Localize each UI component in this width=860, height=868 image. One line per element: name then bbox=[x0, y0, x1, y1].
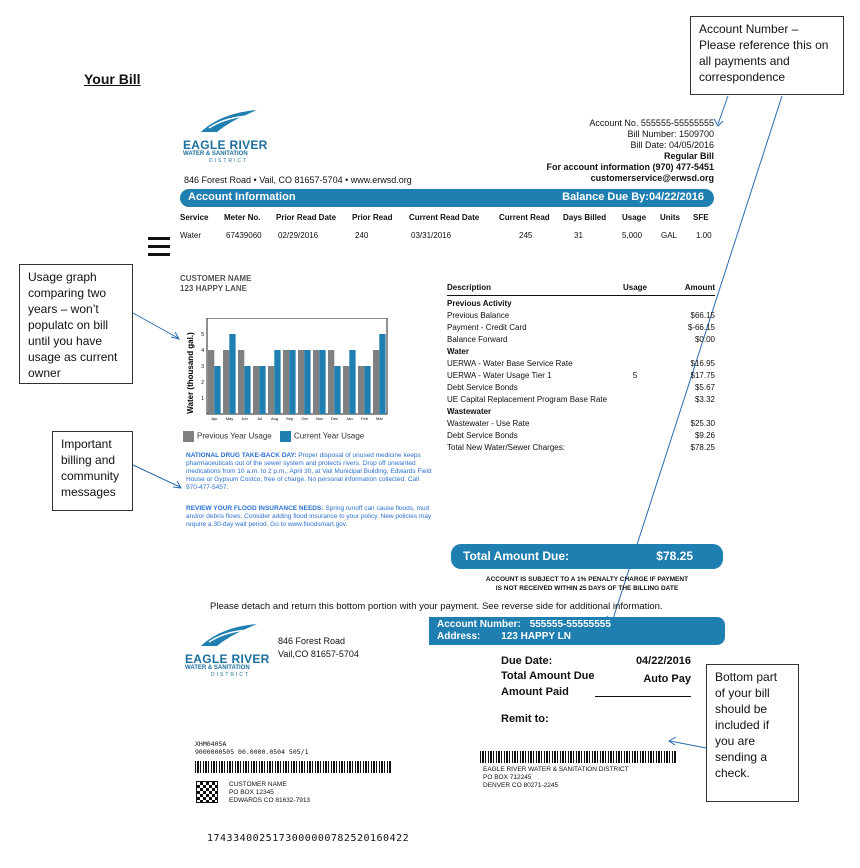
mail-city: EDWARDS CO 81632-7913 bbox=[229, 797, 311, 804]
callout-bottom-part: Bottom part of your bill should be included if you are sending a check. bbox=[706, 664, 799, 802]
charges-col-usage: Usage bbox=[622, 283, 647, 292]
page-title: Your Bill bbox=[84, 71, 141, 87]
bar-previous-mar bbox=[373, 350, 379, 414]
email: customerservice@erwsd.org bbox=[590, 173, 714, 183]
remit-name: EAGLE RIVER WATER & SANITATION DISTRICT bbox=[483, 766, 629, 773]
stub-amount-due-label: Total Amount Due bbox=[501, 670, 595, 682]
qr-code bbox=[196, 781, 218, 803]
ocr-scanline: 1743340025173000000782520160422 bbox=[207, 833, 410, 844]
detach-instruction: Please detach and return this bottom portion with your payment. See reverse side for additional information. bbox=[210, 601, 663, 612]
postal-barcode-right bbox=[480, 751, 676, 763]
charge-amount: $3.32 bbox=[694, 395, 715, 404]
charge-desc: UERWA - Water Base Service Rate bbox=[447, 359, 573, 368]
stub-address-1: 846 Forest Road bbox=[278, 636, 346, 646]
charges-col-desc: Description bbox=[447, 283, 492, 292]
stub-code-1: XHM0405A bbox=[195, 740, 227, 748]
x-tick-label: Dec bbox=[330, 416, 339, 421]
total-due-bar bbox=[451, 544, 723, 569]
bar-current-sep bbox=[289, 350, 295, 414]
bar-current-oct bbox=[304, 350, 310, 414]
account-info-label: Account Information bbox=[188, 191, 296, 203]
logo-subtitle: WATER & SANITATION bbox=[183, 151, 248, 157]
charge-usage bbox=[615, 322, 655, 334]
charge-amount: $78.25 bbox=[690, 443, 715, 452]
charge-row bbox=[447, 334, 715, 346]
charge-amount bbox=[655, 346, 715, 358]
bar-current-nov bbox=[319, 350, 325, 414]
charges-col-amount: Amount bbox=[684, 283, 715, 292]
x-tick-label: Aug bbox=[270, 416, 279, 421]
charge-usage bbox=[615, 310, 655, 322]
charge-desc: Payment - Credit Card bbox=[447, 323, 527, 332]
eagle-wing-icon bbox=[199, 108, 259, 134]
stub-account-label: Account Number: bbox=[437, 619, 521, 630]
col-units: Units bbox=[660, 213, 680, 222]
col-service: Service bbox=[180, 213, 209, 222]
chart-y-label: Water (thousand gal.) bbox=[186, 332, 195, 414]
account-no: Account No. 555555-55555555 bbox=[589, 118, 714, 128]
charge-row bbox=[447, 322, 715, 334]
stub-due-block bbox=[501, 655, 691, 699]
cell-units: GAL bbox=[661, 231, 678, 240]
menu-icon bbox=[148, 237, 170, 256]
x-tick-label: Mar bbox=[376, 416, 383, 421]
cell-days: 31 bbox=[574, 231, 583, 240]
x-tick-label: Jun bbox=[241, 416, 248, 421]
y-tick-label: 5 bbox=[201, 332, 204, 338]
col-current-read: Current Read bbox=[499, 213, 550, 222]
meter-table-row bbox=[180, 231, 714, 245]
callout-account-number: Account Number – Please reference this on all payments and correspondence bbox=[690, 16, 844, 95]
x-tick-label: Nov bbox=[315, 416, 324, 421]
bar-current-jul bbox=[259, 366, 265, 414]
charge-row bbox=[447, 370, 715, 382]
customer-name: CUSTOMER NAME bbox=[180, 274, 252, 283]
logo-top bbox=[183, 108, 273, 164]
charge-row bbox=[447, 298, 715, 310]
mail-to bbox=[229, 781, 310, 805]
bar-current-feb bbox=[364, 366, 370, 414]
bar-previous-jul bbox=[253, 366, 259, 414]
charge-desc: Previous Balance bbox=[447, 311, 510, 320]
charge-desc: Balance Forward bbox=[447, 335, 508, 344]
col-days-billed: Days Billed bbox=[563, 213, 607, 222]
charge-usage bbox=[615, 406, 655, 418]
logo-name: EAGLE RIVER bbox=[183, 138, 268, 152]
stub-amount-due-value: Auto Pay bbox=[643, 673, 691, 685]
col-sfe: SFE bbox=[693, 213, 709, 222]
message-1-title: NATIONAL DRUG TAKE-BACK DAY: bbox=[186, 452, 297, 459]
legend-curr-label: Current Year Usage bbox=[293, 431, 365, 441]
bar-previous-oct bbox=[298, 350, 304, 414]
bar-current-may bbox=[229, 334, 235, 414]
charge-desc: Total New Water/Sewer Charges: bbox=[447, 443, 565, 452]
charge-amount: $17.75 bbox=[690, 371, 715, 380]
cell-service: Water bbox=[180, 231, 202, 240]
bar-previous-feb bbox=[358, 366, 364, 414]
cell-current-read: 245 bbox=[519, 231, 533, 240]
x-tick-label: Jan bbox=[346, 416, 353, 421]
bill-number: Bill Number: 1509700 bbox=[627, 129, 714, 139]
balance-due-date: 04/22/2016 bbox=[648, 191, 704, 203]
charge-amount bbox=[655, 406, 715, 418]
stub-due-value: 04/22/2016 bbox=[635, 655, 691, 667]
bar-previous-may bbox=[223, 350, 229, 414]
charges-table bbox=[447, 282, 715, 454]
bar-current-jun bbox=[244, 366, 250, 414]
legend-curr-swatch bbox=[280, 431, 291, 442]
col-usage: Usage bbox=[622, 213, 647, 222]
account-info-block bbox=[546, 118, 714, 184]
col-prior-read: Prior Read bbox=[352, 213, 393, 222]
remit-po: PO BOX 712245 bbox=[483, 774, 532, 781]
charge-amount: $5.67 bbox=[694, 383, 715, 392]
stub-address-label: Address: bbox=[437, 631, 481, 642]
charge-row bbox=[447, 406, 715, 418]
y-tick-label: 2 bbox=[201, 380, 204, 386]
penalty-line-1: ACCOUNT IS SUBJECT TO A 1% PENALTY CHARGE IF PAYMENT bbox=[485, 576, 689, 583]
charge-desc: UERWA - Water Usage Tier 1 bbox=[447, 371, 552, 380]
mail-name: CUSTOMER NAME bbox=[229, 781, 287, 788]
bar-previous-jan bbox=[343, 366, 349, 414]
logo-stub-district: DISTRICT bbox=[211, 672, 251, 678]
bar-previous-nov bbox=[313, 350, 319, 414]
y-tick-label: 4 bbox=[201, 348, 204, 354]
charge-amount: $-66.15 bbox=[687, 323, 715, 332]
bar-current-jan bbox=[349, 350, 355, 414]
amount-paid-field[interactable] bbox=[595, 686, 691, 697]
total-due-label: Total Amount Due: bbox=[463, 549, 569, 563]
callout-messages: Important billing and community messages bbox=[52, 431, 133, 511]
charge-row bbox=[447, 310, 715, 322]
charge-row bbox=[447, 358, 715, 370]
stub-amount-paid-label: Amount Paid bbox=[501, 686, 569, 698]
community-message-1 bbox=[186, 452, 432, 492]
bar-current-aug bbox=[274, 350, 280, 414]
message-1-body: Proper disposal of unused medicine keeps pharmaceuticals out of the sewer system and protects rivers. Drop off unwanted medications from 10 a.m. to 2 p.m., April 30, at Vail Municipal Building, Edwards Field House or Gypsum Costco, free of charge. No personal information collected. Call 970-477-5457. bbox=[186, 452, 432, 491]
stub-due-label: Due Date: bbox=[501, 655, 553, 667]
legend-prev-label: Previous Year Usage bbox=[197, 431, 272, 441]
cell-meter: 67439060 bbox=[226, 231, 262, 240]
charge-desc: Previous Activity bbox=[447, 299, 512, 308]
charge-usage bbox=[615, 430, 655, 442]
charge-row bbox=[447, 418, 715, 430]
logo-stub bbox=[185, 622, 275, 678]
charge-desc: Debt Service Bonds bbox=[447, 431, 518, 440]
charge-desc: Wastewater bbox=[447, 407, 492, 416]
bar-current-mar bbox=[379, 334, 385, 414]
x-tick-label: May bbox=[225, 416, 234, 421]
stub-codes bbox=[195, 740, 309, 756]
bill-date: Bill Date: 04/05/2016 bbox=[630, 140, 714, 150]
charge-amount: $0.00 bbox=[694, 335, 715, 344]
meter-table-header bbox=[180, 213, 714, 227]
logo-district: DISTRICT bbox=[209, 158, 249, 164]
remit-city: DENVER CO 80271-2245 bbox=[483, 782, 559, 789]
bar-current-dec bbox=[334, 366, 340, 414]
customer-address: 123 HAPPY LANE bbox=[180, 284, 247, 293]
balance-due-label: Balance Due By: bbox=[562, 191, 649, 203]
customer-block bbox=[180, 274, 251, 294]
legend-prev-swatch bbox=[183, 431, 194, 442]
charge-amount: $16.95 bbox=[690, 359, 715, 368]
charge-usage bbox=[615, 346, 655, 358]
message-2-title: REVIEW YOUR FLOOD INSURANCE NEEDS: bbox=[186, 505, 324, 512]
charges-header bbox=[447, 282, 715, 296]
cell-current-date: 03/31/2016 bbox=[411, 231, 452, 240]
charge-desc: Wastewater - Use Rate bbox=[447, 419, 530, 428]
charge-usage bbox=[615, 418, 655, 430]
x-tick-label: Apr bbox=[211, 416, 218, 421]
charge-amount: $25.30 bbox=[690, 419, 715, 428]
stub-account-value: 555555-55555555 bbox=[529, 619, 611, 630]
stub-address-value: 123 HAPPY LN bbox=[501, 631, 571, 642]
usage-chart bbox=[183, 318, 393, 442]
x-tick-label: Feb bbox=[361, 416, 368, 421]
y-tick-label: 1 bbox=[201, 396, 204, 402]
postal-barcode-left bbox=[195, 761, 391, 773]
charge-desc: UE Capital Replacement Program Base Rate bbox=[447, 395, 608, 404]
bar-previous-dec bbox=[328, 350, 334, 414]
account-info-bar bbox=[180, 189, 714, 207]
header-address: 846 Forest Road • Vail, CO 81657-5704 • www.erwsd.org bbox=[184, 175, 412, 185]
charge-usage bbox=[615, 394, 655, 406]
charge-desc: Water bbox=[447, 347, 469, 356]
charge-usage bbox=[615, 298, 655, 310]
charge-row bbox=[447, 394, 715, 406]
mail-po: PO BOX 12345 bbox=[229, 789, 274, 796]
bar-previous-sep bbox=[283, 350, 289, 414]
bar-previous-jun bbox=[238, 350, 244, 414]
community-message-2 bbox=[186, 505, 432, 529]
eagle-wing-icon-stub bbox=[199, 622, 259, 648]
info-phone: For account information (970) 477-5451 bbox=[546, 162, 714, 172]
charge-usage bbox=[615, 358, 655, 370]
x-tick-label: Jul bbox=[256, 416, 263, 421]
meter-table bbox=[180, 213, 714, 245]
usage-chart-svg bbox=[183, 318, 393, 428]
chart-legend bbox=[183, 431, 393, 442]
cell-prior-read: 240 bbox=[355, 231, 369, 240]
total-due-value: $78.25 bbox=[656, 549, 693, 563]
x-tick-label: Sep bbox=[285, 416, 294, 421]
cell-sfe: 1.00 bbox=[696, 231, 712, 240]
message-2-body: Spring runoff can cause floods, mud and/or debris flows. Consider adding flood insurance to your policy. New policies may require a 30-day wait period. Go to www.floodsmart.gov. bbox=[186, 505, 432, 528]
charge-usage bbox=[615, 334, 655, 346]
y-tick-label: 3 bbox=[201, 364, 204, 370]
col-current-date: Current Read Date bbox=[409, 213, 480, 222]
bar-previous-apr bbox=[208, 350, 214, 414]
cell-usage: 5,000 bbox=[622, 231, 643, 240]
cell-prior-date: 02/29/2016 bbox=[278, 231, 319, 240]
bar-current-apr bbox=[214, 366, 220, 414]
penalty-line-2: IS NOT RECEIVED WITHIN 25 DAYS OF THE BILLING DATE bbox=[495, 585, 679, 592]
stub-address bbox=[278, 635, 359, 661]
stub-remit-label: Remit to: bbox=[501, 713, 549, 725]
charge-row bbox=[447, 382, 715, 394]
callout-usage-graph: Usage graph comparing two years – won’t populatc on bill until you have usage as current owner bbox=[19, 264, 133, 384]
charge-row bbox=[447, 442, 715, 454]
charge-amount: $66.15 bbox=[690, 311, 715, 320]
charge-desc: Debt Service Bonds bbox=[447, 383, 518, 392]
charge-amount: $9.26 bbox=[694, 431, 715, 440]
charge-usage: 5 bbox=[632, 371, 638, 380]
charge-usage bbox=[615, 442, 655, 454]
x-tick-label: Oct bbox=[301, 416, 308, 421]
bill-type: Regular Bill bbox=[663, 151, 714, 161]
col-prior-date: Prior Read Date bbox=[276, 213, 337, 222]
charge-row bbox=[447, 346, 715, 358]
remit-to-address bbox=[483, 766, 629, 790]
col-meter: Meter No. bbox=[224, 213, 261, 222]
stub-code-2: 9000000505 00.0000.0504 505/1 bbox=[195, 748, 309, 756]
logo-stub-name: EAGLE RIVER bbox=[185, 652, 270, 666]
charge-row bbox=[447, 430, 715, 442]
bar-previous-aug bbox=[268, 366, 274, 414]
stub-address-2: Vail,CO 81657-5704 bbox=[278, 649, 359, 659]
penalty-notice bbox=[451, 575, 723, 593]
charge-usage bbox=[615, 382, 655, 394]
stub-account-bar bbox=[429, 617, 725, 645]
logo-stub-subtitle: WATER & SANITATION bbox=[185, 665, 250, 671]
charge-amount bbox=[655, 298, 715, 310]
